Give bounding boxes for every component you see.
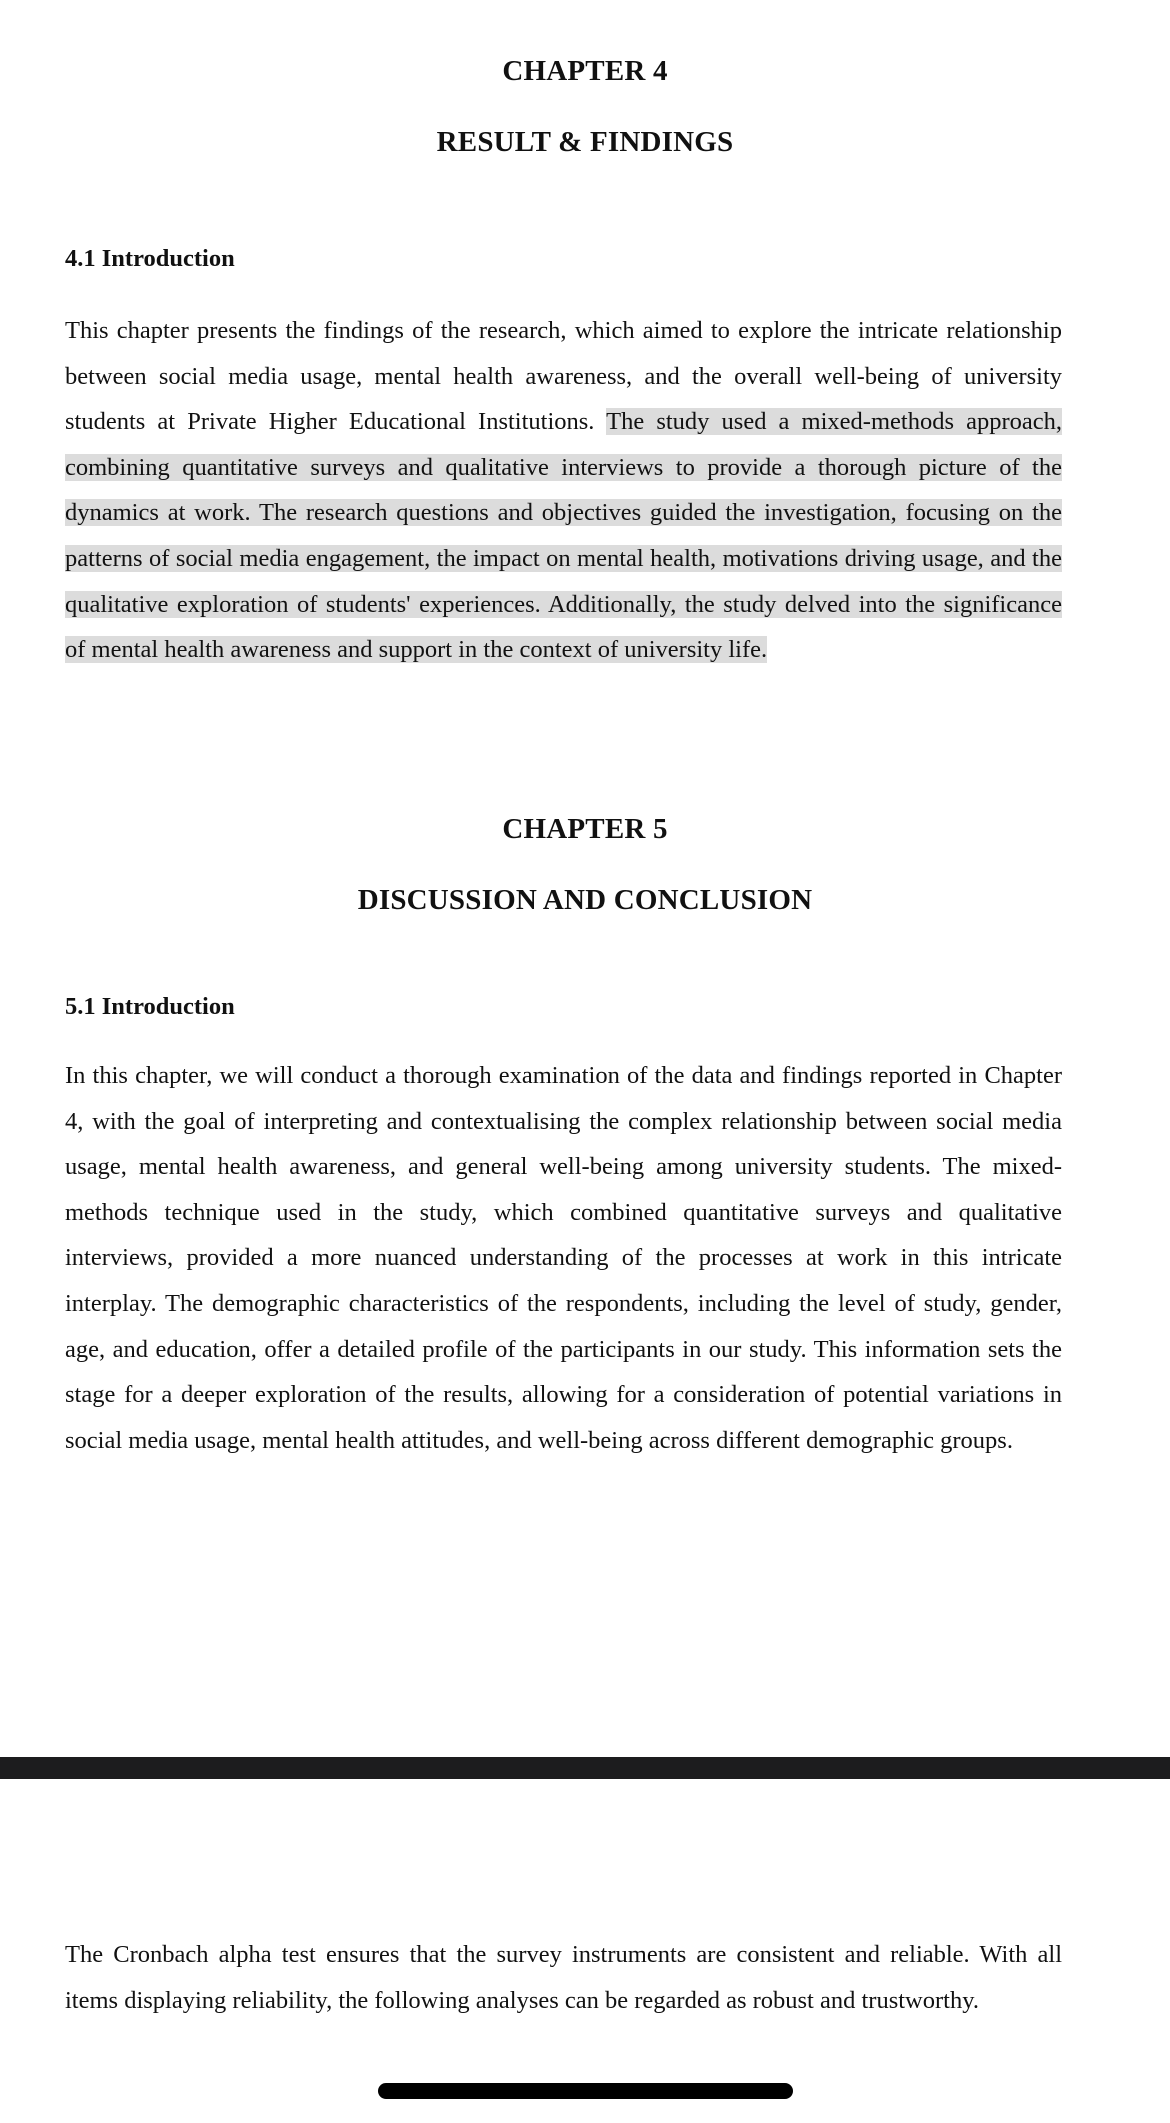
- home-indicator[interactable]: [378, 2083, 793, 2099]
- chapter-5-intro-paragraph[interactable]: In this chapter, we will conduct a thorough examination of the data and findings reported in Chapter 4, with the goal of interpreting and contextualising the complex relationship between social media usage, mental health awareness, and general well-being among university students. The mixed-methods technique used in the study, which combined quantitative surveys and qualitative interviews, provided a more nuanced understanding of the processes at work in this intricate interplay. The demographic characteristics of the respondents, including the level of study, gender, age, and education, offer a detailed profile of the participants in our study. This information sets the stage for a deeper exploration of the results, allowing for a consideration of potential variations in social media usage, mental health attitudes, and well-being across different demographic groups.: [65, 1062, 1062, 1454]
- chapter-4-subtitle: RESULT & FINDINGS: [436, 126, 734, 158]
- section-5-1-heading: 5.1 Introduction: [65, 993, 235, 1020]
- section-4-1-heading: 4.1 Introduction: [65, 245, 235, 272]
- chapter-4-paragraph-plain: This chapter presents the findings of the research, which aimed to explore the intricate relationship between social media usage, mental health awareness, and the overall well-being of university students at Private Higher Educational Institutions.: [65, 317, 1062, 436]
- cronbach-paragraph[interactable]: The Cronbach alpha test ensures that the survey instruments are consistent and reliable. With all items displaying reliability, the following analyses can be regarded as robust and trustworthy.: [65, 1941, 1062, 2014]
- chapter-4-title: CHAPTER 4: [502, 55, 668, 87]
- chapter-5-title: CHAPTER 5: [502, 813, 668, 845]
- page-divider: [0, 1757, 1170, 1779]
- selected-text-highlight[interactable]: The study used a mixed-methods approach, combining quantitative surveys and qualitative interviews to provide a thorough picture of the dynamics at work. The research questions and objectives guided the investigation, focusing on the patterns of social media engagement, the impact on mental health, motivations driving usage, and the qualitative exploration of students' experiences. Additionally, the study delved into the significance of mental health awareness and support in the context of university life.: [65, 408, 1063, 664]
- chapter-4-intro-paragraph[interactable]: [65, 308, 1062, 673]
- chapter-5-subtitle: DISCUSSION AND CONCLUSION: [357, 884, 813, 916]
